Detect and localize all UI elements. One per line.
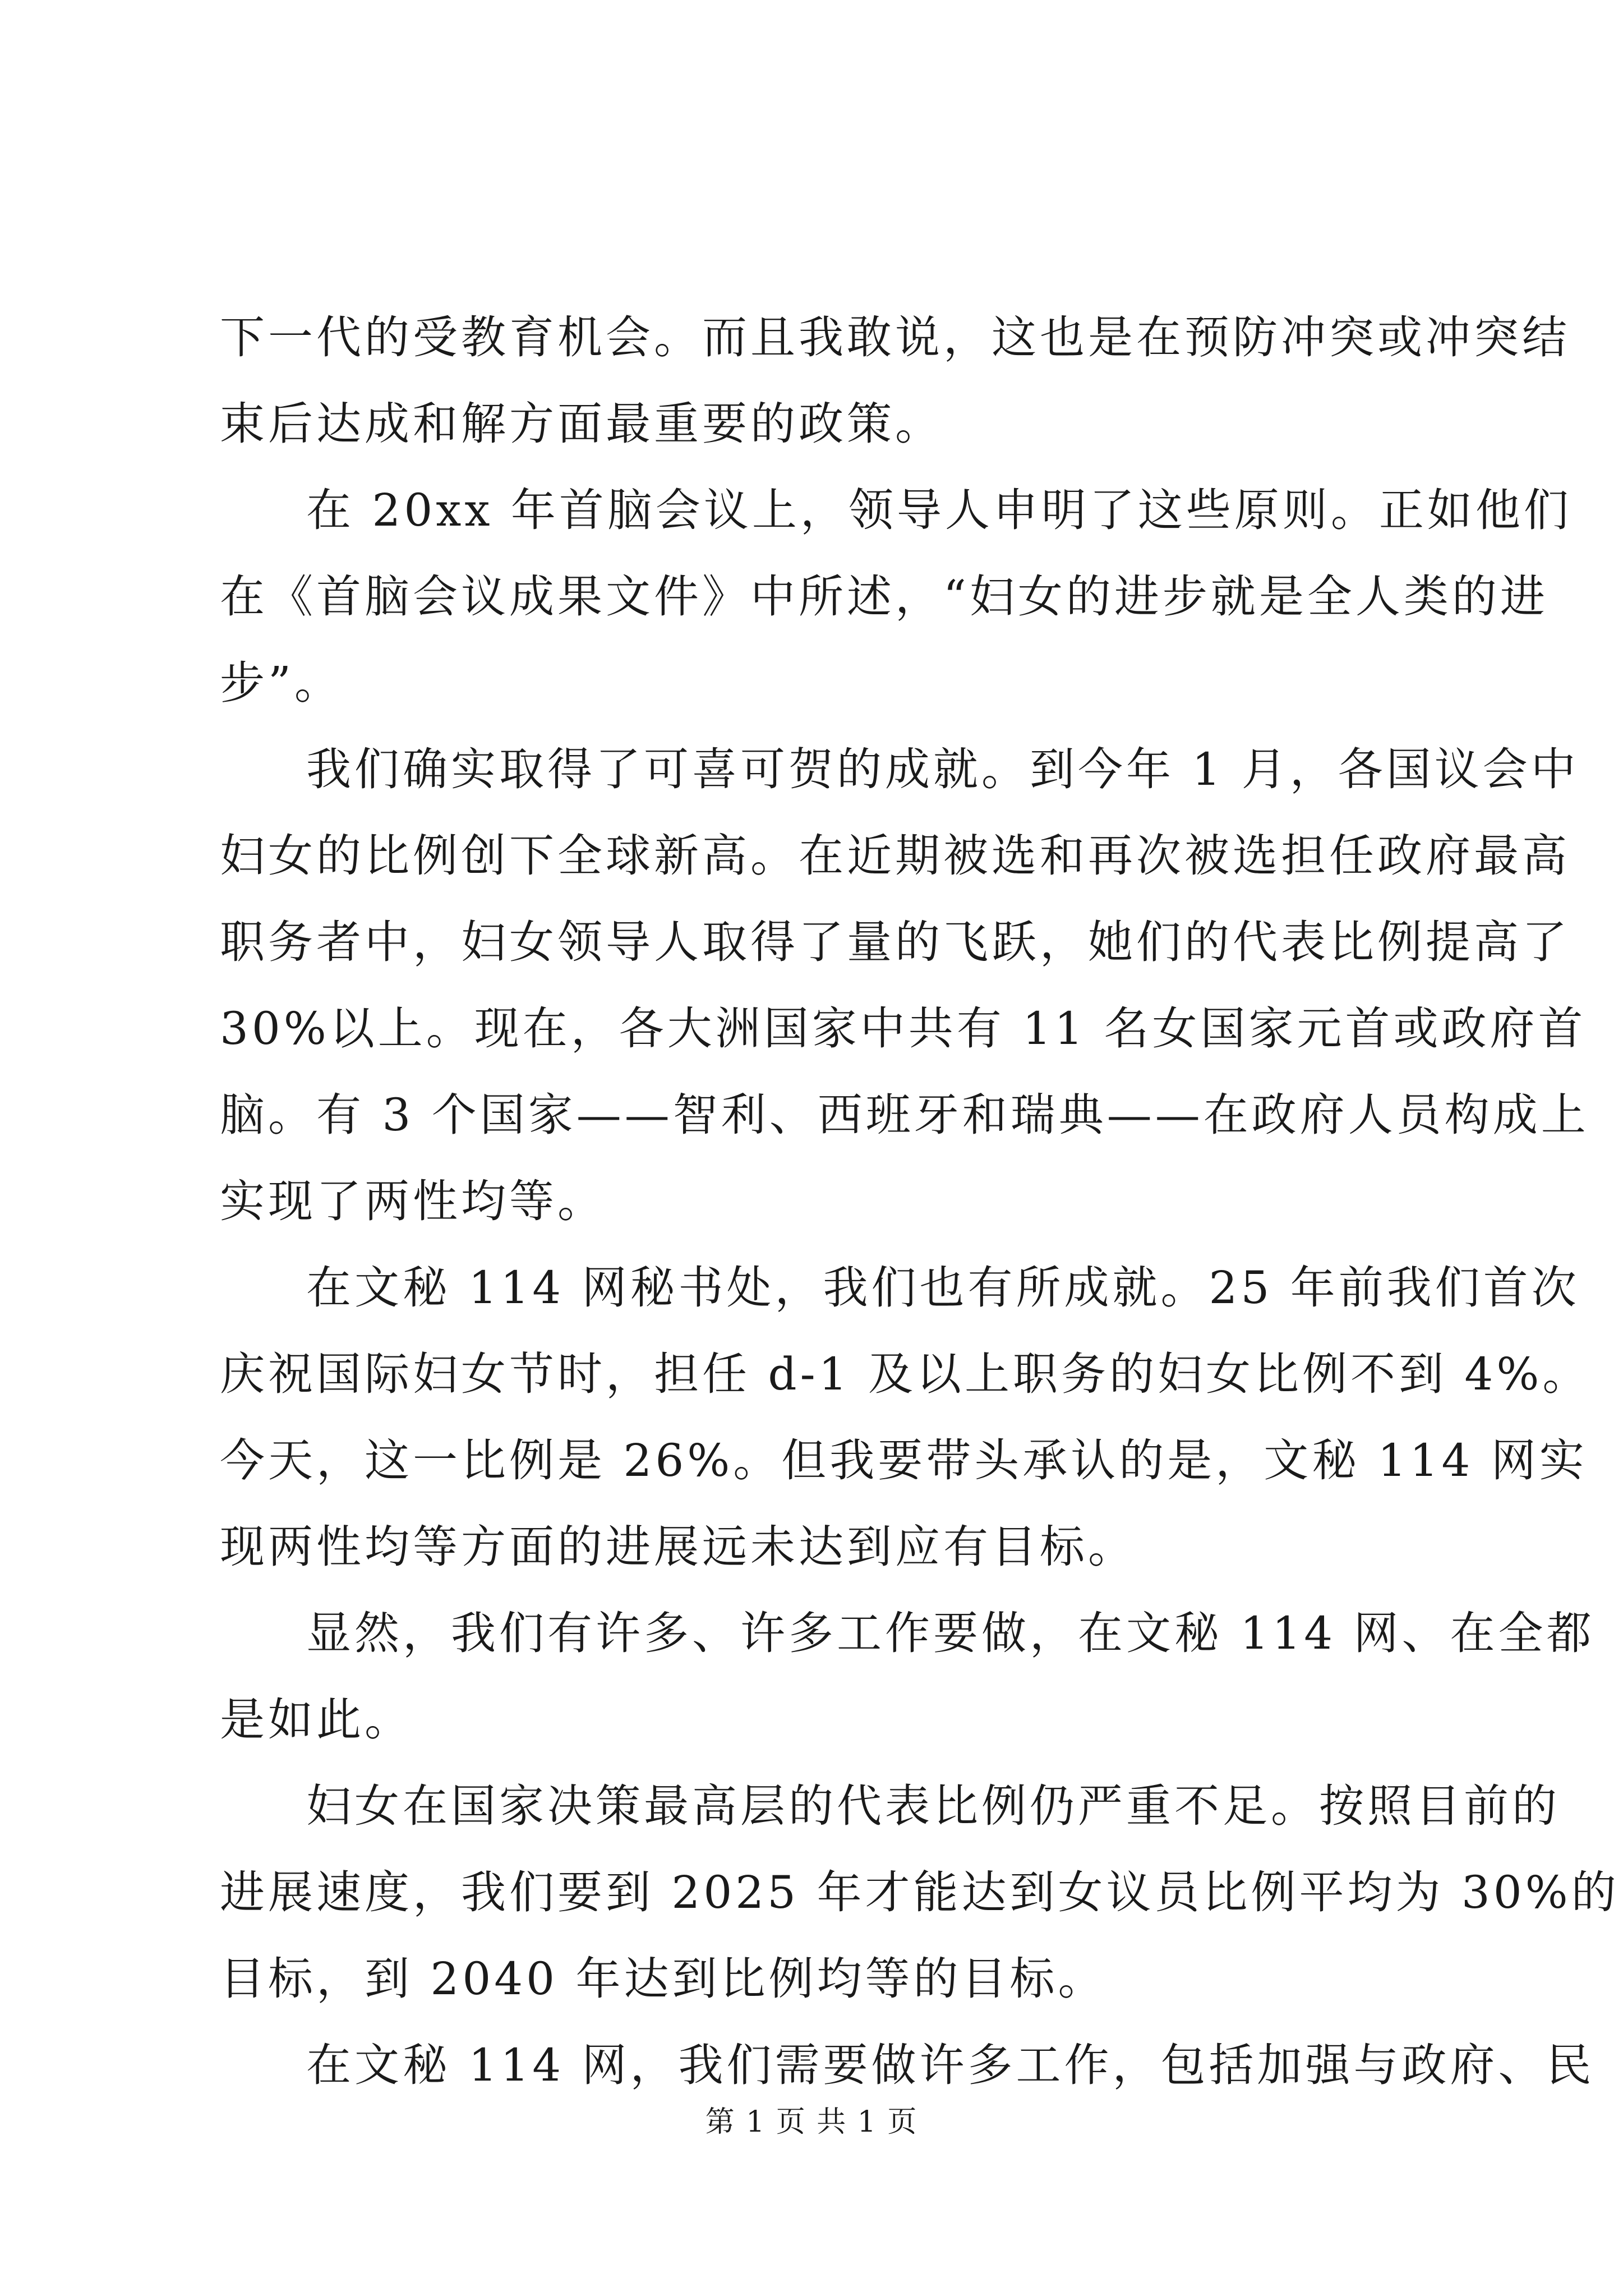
text-line: 职务者中，妇女领导人取得了量的飞跃，她们的代表比例提高了 xyxy=(220,916,1570,968)
text-line: 目标，到 2040 年达到比例均等的目标。 xyxy=(220,1953,1106,2005)
text-line: 妇女在国家决策最高层的代表比例仍严重不足。按照目前的 xyxy=(306,1780,1560,1832)
text-line: 束后达成和解方面最重要的政策。 xyxy=(220,398,943,450)
text-line: 30%以上。现在，各大洲国家中共有 11 名女国家元首或政府首 xyxy=(220,1002,1587,1055)
text-line: 我们确实取得了可喜可贺的成就。到今年 1 月，各国议会中 xyxy=(306,743,1579,795)
text-line: 下一代的受教育机会。而且我敢说，这也是在预防冲突或冲突结 xyxy=(220,311,1570,364)
text-line: 在《首脑会议成果文件》中所述，“妇女的进步就是全人类的进 xyxy=(220,570,1548,623)
text-line: 在文秘 114 网秘书处，我们也有所成就。25 年前我们首次 xyxy=(306,1262,1580,1314)
text-line: 进展速度，我们要到 2025 年才能达到女议员比例平均为 30%的 xyxy=(220,1866,1620,1918)
text-line: 显然，我们有许多、许多工作要做，在文秘 114 网、在全都 xyxy=(306,1607,1595,1659)
text-line: 今天，这一比例是 26%。但我要带头承认的是，文秘 114 网实 xyxy=(220,1434,1588,1487)
text-line: 实现了两性均等。 xyxy=(220,1175,606,1227)
body-text xyxy=(220,295,1620,2109)
text-line: 现两性均等方面的进展远未达到应有目标。 xyxy=(220,1521,1136,1573)
text-line: 庆祝国际妇女节时，担任 d-1 及以上职务的妇女比例不到 4%。 xyxy=(220,1348,1591,1400)
text-line: 妇女的比例创下全球新高。在近期被选和再次被选担任政府最高 xyxy=(220,830,1570,882)
text-line: 在文秘 114 网，我们需要做许多工作，包括加强与政府、民 xyxy=(306,2039,1595,2091)
page-footer xyxy=(0,2098,1623,2140)
text-line: 在 20xx 年首脑会议上，领导人申明了这些原则。正如他们 xyxy=(306,484,1572,536)
text-line: 脑。有 3 个国家——智利、西班牙和瑞典——在政府人员构成上 xyxy=(220,1089,1589,1141)
page-number: 第 1 页 共 1 页 xyxy=(705,2105,918,2139)
text-line: 步”。 xyxy=(220,657,343,709)
text-line: 是如此。 xyxy=(220,1694,413,1746)
